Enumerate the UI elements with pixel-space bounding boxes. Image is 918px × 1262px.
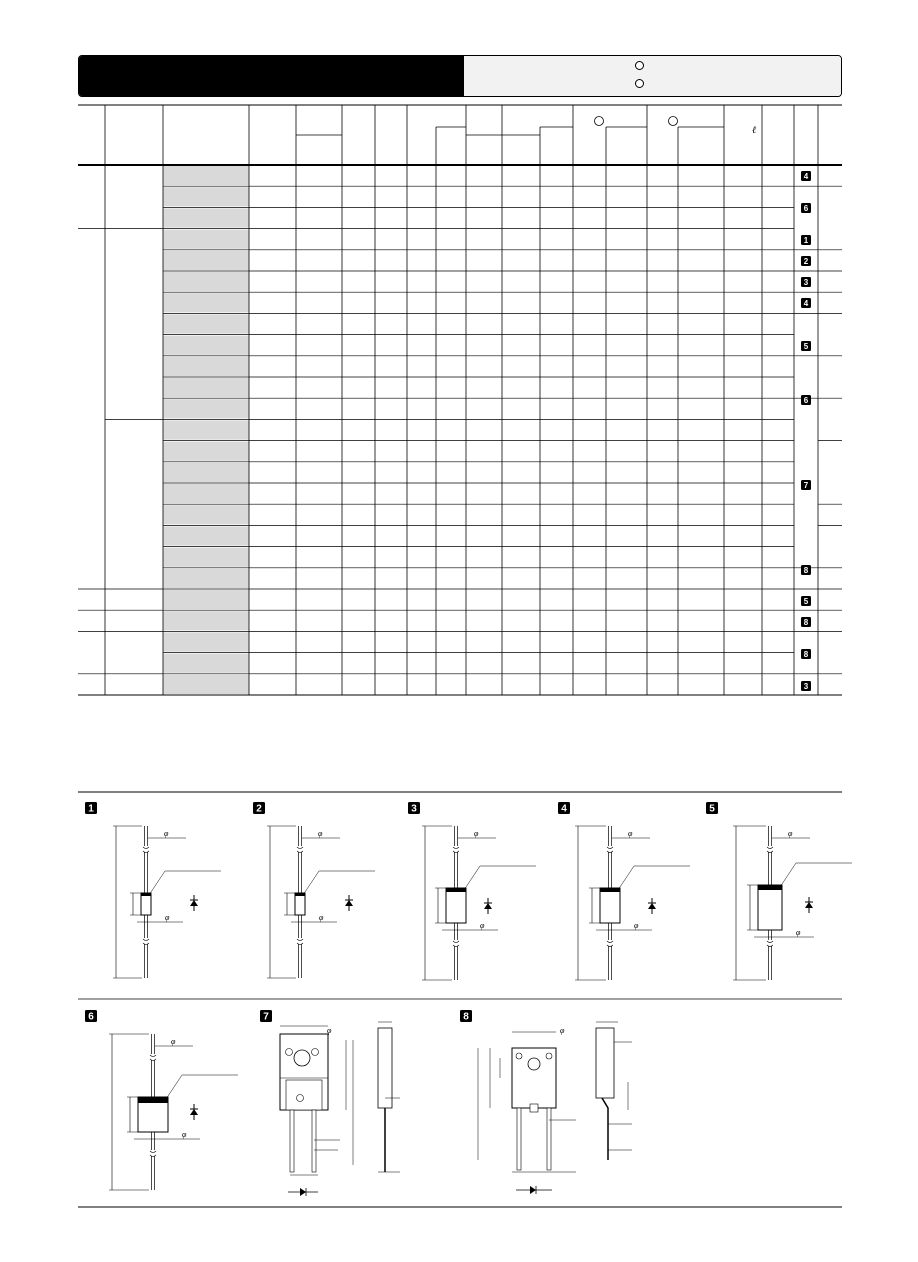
to3p-package-outline xyxy=(478,1022,632,1194)
badge-number: 3 xyxy=(803,682,809,691)
diode-triangle xyxy=(648,903,656,909)
diode-triangle xyxy=(345,900,353,906)
badge-number: 7 xyxy=(263,1011,269,1023)
band-leader xyxy=(303,871,375,895)
side-view-body xyxy=(378,1028,392,1108)
lead-break xyxy=(607,940,613,946)
ejector-mark xyxy=(516,1053,522,1059)
ejector-mark xyxy=(297,1095,304,1102)
diode-triangle xyxy=(484,903,492,909)
lead-break xyxy=(767,846,773,852)
lead-break xyxy=(297,846,303,852)
badge-number: 3 xyxy=(411,803,417,815)
diode-symbol-icon xyxy=(648,898,656,914)
lead-break xyxy=(143,938,149,944)
lead-break xyxy=(607,846,613,852)
phi-label: φ xyxy=(165,913,170,922)
axial-diode-outline xyxy=(113,826,221,978)
phi-label: φ xyxy=(327,1026,332,1035)
lead-break xyxy=(143,846,149,852)
badge-number: 7 xyxy=(803,481,809,490)
phi-label: φ xyxy=(788,829,793,838)
axial-diode-outline xyxy=(733,826,852,980)
phi-label: φ xyxy=(560,1026,565,1035)
badge-number: 3 xyxy=(803,278,809,287)
lead-break xyxy=(767,940,773,946)
diode-symbol-icon xyxy=(190,1104,198,1120)
phi-label: φ xyxy=(628,829,633,838)
ejector-mark xyxy=(546,1053,552,1059)
figure-label-badge xyxy=(85,802,97,815)
lead-break xyxy=(453,846,459,852)
axial-diode-outline xyxy=(267,826,375,978)
badge-number: 8 xyxy=(803,566,809,575)
phi-label: φ xyxy=(319,913,324,922)
badge-number: 5 xyxy=(803,342,809,351)
schematic-diode xyxy=(300,1188,306,1196)
diode-body xyxy=(141,893,151,915)
diode-triangle xyxy=(805,902,813,908)
band-leader xyxy=(166,1075,238,1099)
package-lead xyxy=(290,1110,294,1172)
badge-number: 4 xyxy=(803,299,809,308)
phi-label: φ xyxy=(796,928,801,937)
diode-body xyxy=(758,885,782,930)
figure-label-badge xyxy=(260,1010,272,1023)
to220-package-outline xyxy=(280,1022,400,1196)
side-view-body xyxy=(596,1028,614,1098)
phi-label: φ xyxy=(480,921,485,930)
badge-number: 8 xyxy=(463,1011,469,1023)
diode-triangle xyxy=(190,1109,198,1115)
lead-break xyxy=(453,940,459,946)
band-leader xyxy=(618,866,690,890)
diode-body xyxy=(295,893,305,915)
package-lead xyxy=(517,1108,521,1170)
cathode-band xyxy=(600,888,620,892)
schematic-diode xyxy=(530,1186,536,1194)
lead-break xyxy=(150,1150,156,1156)
diode-body xyxy=(446,888,466,923)
badge-number: 6 xyxy=(88,1011,94,1023)
axial-diode-outline xyxy=(109,1034,238,1190)
badge-number: 6 xyxy=(803,204,809,213)
diode-body xyxy=(600,888,620,923)
figure-label-badge xyxy=(706,802,718,815)
band-leader xyxy=(149,871,221,895)
mount-hole xyxy=(528,1058,540,1070)
cathode-band xyxy=(446,888,466,892)
phi-label: φ xyxy=(164,829,169,838)
mount-hole xyxy=(294,1050,310,1066)
axial-diode-outline xyxy=(422,826,536,980)
figure-label-badge xyxy=(558,802,570,815)
phi-label: φ xyxy=(318,829,323,838)
badge-number: 2 xyxy=(256,803,262,815)
badge-number: 1 xyxy=(88,803,94,815)
figure-label-badge xyxy=(85,1010,97,1023)
axial-diode-outline xyxy=(575,826,690,980)
badge-number: 5 xyxy=(803,597,809,606)
ejector-mark xyxy=(312,1049,319,1056)
diode-symbol-icon xyxy=(484,898,492,914)
band-leader xyxy=(780,863,852,887)
phi-label: φ xyxy=(171,1037,176,1046)
band-leader xyxy=(464,866,536,890)
figure-label-badge xyxy=(253,802,265,815)
cathode-band xyxy=(758,885,782,890)
badge-number: 1 xyxy=(803,236,809,245)
package-lead xyxy=(312,1110,316,1172)
badge-number: 4 xyxy=(803,172,809,181)
diode-symbol-icon xyxy=(805,897,813,913)
badge-number: 5 xyxy=(709,803,715,815)
badge-number: 8 xyxy=(803,618,809,627)
side-view-lead xyxy=(602,1098,608,1160)
badge-number: 8 xyxy=(803,650,809,659)
package-lead xyxy=(547,1108,551,1170)
phi-label: φ xyxy=(182,1130,187,1139)
badge-number: 6 xyxy=(803,396,809,405)
figure-label-badge xyxy=(408,802,420,815)
cathode-band xyxy=(138,1097,168,1103)
phi-label: φ xyxy=(634,921,639,930)
diode-triangle xyxy=(190,900,198,906)
figure-label-badge xyxy=(460,1010,472,1023)
column-symbol-l: ℓ xyxy=(752,125,757,136)
diode-symbol-icon xyxy=(345,895,353,911)
badge-number: 2 xyxy=(803,257,809,266)
package-mold xyxy=(286,1080,322,1110)
lead-break xyxy=(297,938,303,944)
badge-number: 4 xyxy=(561,803,567,815)
diode-symbol-icon xyxy=(190,895,198,911)
phi-label: φ xyxy=(474,829,479,838)
lead-break xyxy=(150,1054,156,1060)
center-tab xyxy=(530,1104,538,1112)
ejector-mark xyxy=(286,1049,293,1056)
